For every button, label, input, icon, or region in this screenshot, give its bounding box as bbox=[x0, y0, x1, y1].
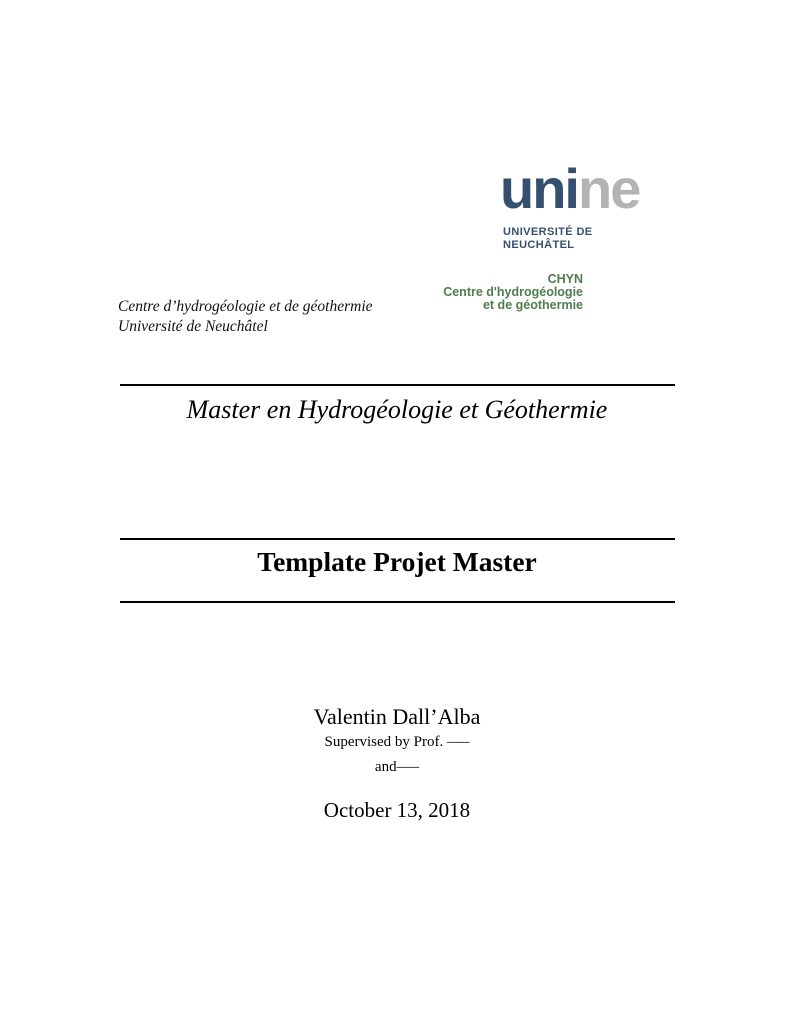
supervisor-line-2: and—– bbox=[374, 759, 420, 775]
university-name bbox=[503, 226, 593, 251]
author-name: Valentin Dall’Alba bbox=[313, 704, 481, 729]
affiliation-block bbox=[118, 297, 373, 337]
university-name-line1: UNIVERSITÉ DE bbox=[503, 226, 593, 238]
horizontal-rule-top bbox=[120, 384, 675, 386]
affiliation-line1: Centre d’hydrogéologie et de géothermie bbox=[118, 298, 373, 315]
chyn-name-line1: Centre d'hydrogéologie bbox=[443, 285, 583, 299]
unine-wordmark-uni: uni bbox=[500, 157, 578, 220]
chyn-acronym: CHYN bbox=[547, 272, 583, 286]
chyn-label bbox=[443, 273, 583, 312]
unine-logo bbox=[500, 157, 640, 220]
chyn-name-line2: et de géothermie bbox=[482, 298, 583, 312]
horizontal-rule-middle bbox=[120, 538, 675, 540]
document-title: Template Projet Master bbox=[257, 546, 537, 577]
program-subtitle: Master en Hydrogéologie et Géothermie bbox=[186, 395, 608, 424]
unine-wordmark-ne: ne bbox=[577, 157, 640, 220]
supervisor-line: Supervised by Prof. —– bbox=[324, 734, 470, 750]
horizontal-rule-bottom bbox=[120, 601, 675, 603]
date: October 13, 2018 bbox=[323, 798, 471, 822]
affiliation-line2: Université de Neuchâtel bbox=[118, 318, 268, 335]
university-name-line2: NEUCHÂTEL bbox=[503, 238, 575, 251]
